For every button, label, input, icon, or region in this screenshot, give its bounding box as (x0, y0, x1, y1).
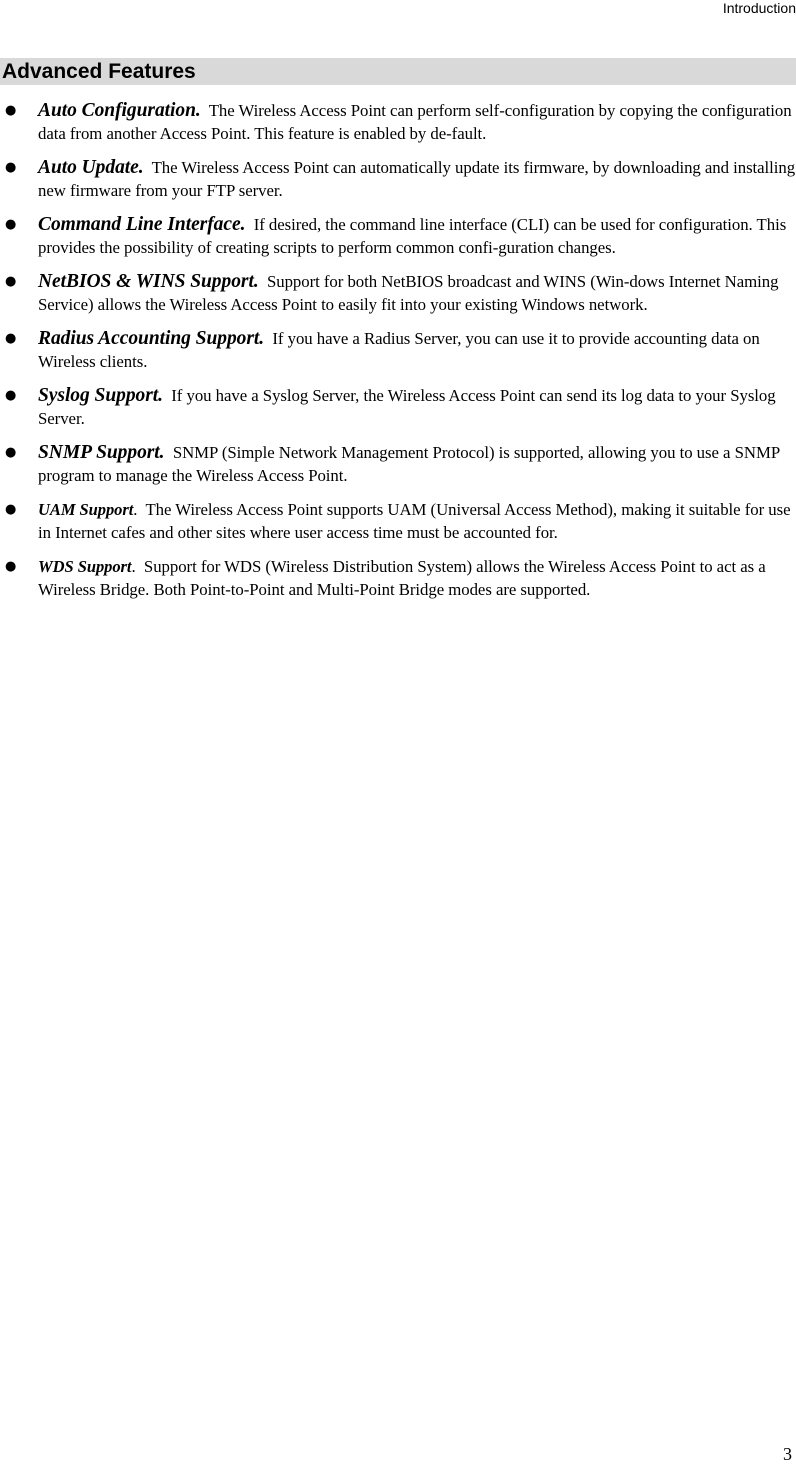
page-number: 3 (783, 1444, 792, 1464)
running-header: Introduction (722, 0, 796, 16)
feature-name: WDS Support (38, 557, 132, 576)
feature-item-snmp-support (0, 441, 796, 487)
section-title: Advanced Features (2, 60, 196, 83)
feature-item-auto-update (0, 156, 796, 202)
feature-name: Syslog Support. (38, 385, 163, 406)
feature-name: Command Line Interface. (38, 214, 246, 235)
bullet-icon: ● (5, 445, 17, 460)
feature-item-wds-support (0, 555, 796, 601)
feature-item-radius-accounting-support (0, 327, 796, 373)
feature-name: Auto Configuration. (38, 100, 201, 121)
feature-name: Radius Accounting Support. (38, 328, 265, 349)
feature-name-period: . (133, 500, 138, 519)
bullet-icon: ● (5, 502, 17, 517)
feature-name: UAM Support (38, 500, 134, 519)
feature-description: If you have a Radius Server, you can use it to provide accounting data on Wireless clients. (38, 329, 760, 371)
bullet-icon: ● (5, 160, 17, 175)
feature-list (0, 99, 796, 612)
feature-item-netbios-wins-support (0, 270, 796, 316)
feature-name-period: . (131, 557, 136, 576)
feature-item-auto-configuration (0, 99, 796, 145)
bullet-icon: ● (5, 331, 17, 346)
feature-description: The Wireless Access Point can perform self-configuration by copying the configuration data from another Access Point. This feature is enabled by de-fault. (38, 101, 792, 143)
feature-description: Support for WDS (Wireless Distribution System) allows the Wireless Access Point to act as a Wireless Bridge. Both Point-to-Point and Multi-Point Bridge modes are supported. (38, 557, 766, 599)
feature-name: SNMP Support. (38, 442, 165, 463)
bullet-icon: ● (5, 559, 17, 574)
bullet-icon: ● (5, 274, 17, 289)
feature-item-syslog-support (0, 384, 796, 430)
feature-name: Auto Update. (38, 157, 144, 178)
feature-description: The Wireless Access Point supports UAM (Universal Access Method), making it suitable for use in Internet cafes and other sites where user access time must be accounted for. (38, 500, 791, 542)
feature-item-uam-support (0, 498, 796, 544)
bullet-icon: ● (5, 217, 17, 232)
bullet-icon: ● (5, 388, 17, 403)
feature-description: The Wireless Access Point can automatically update its firmware, by downloading and installing new firmware from your FTP server. (38, 158, 796, 200)
feature-item-command-line-interface (0, 213, 796, 259)
feature-description: If desired, the command line interface (CLI) can be used for configuration. This provides the possibility of creating scripts to perform common confi-guration changes. (38, 215, 787, 257)
feature-name: NetBIOS & WINS Support. (38, 271, 259, 292)
feature-description: SNMP (Simple Network Management Protocol) is supported, allowing you to use a SNMP program to manage the Wireless Access Point. (38, 443, 780, 485)
feature-description: Support for both NetBIOS broadcast and WINS (Win-dows Internet Naming Service) allows the Wireless Access Point to easily fit into your existing Windows network. (38, 272, 779, 314)
feature-description: If you have a Syslog Server, the Wireless Access Point can send its log data to your Syslog Server. (38, 386, 776, 428)
bullet-icon: ● (5, 103, 17, 118)
